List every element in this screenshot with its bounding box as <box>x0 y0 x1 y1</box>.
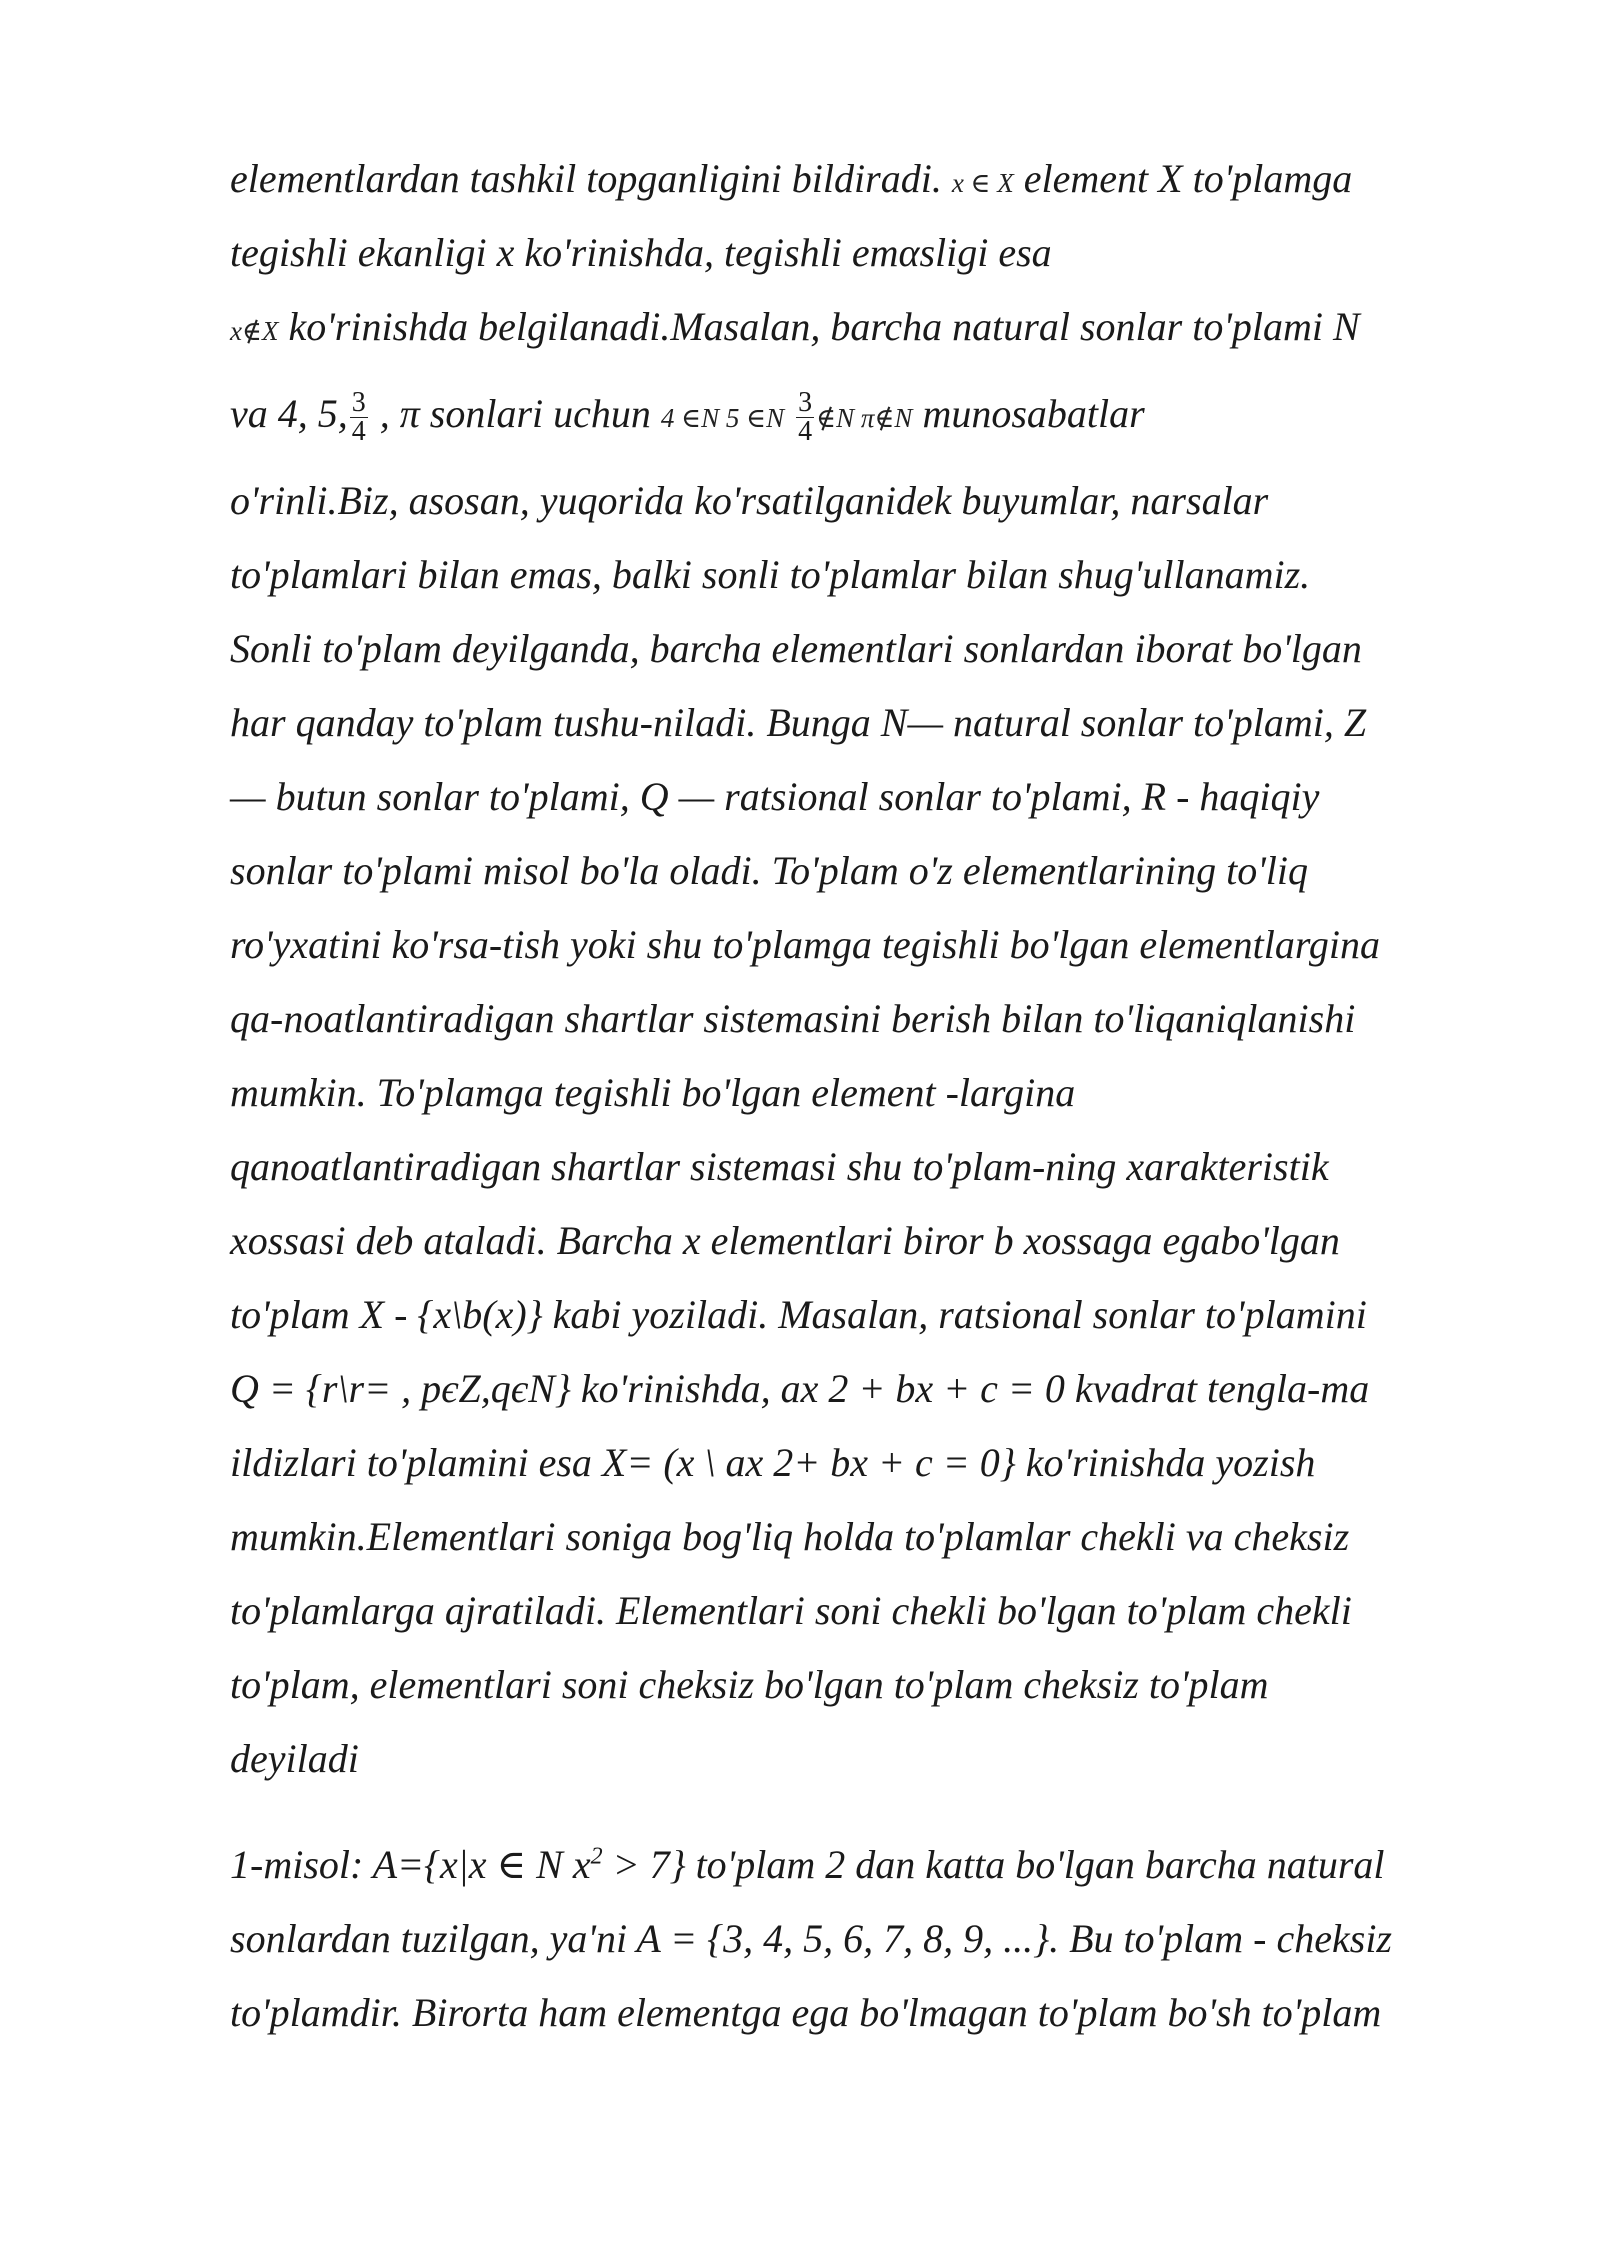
text-line: deyiladi <box>230 1736 359 1781</box>
math-membership: 4 ∈N 5 ∈N <box>660 403 785 433</box>
text-line: ildizlari to'plamini esa X= (x \ ax 2+ bx + c = 0} ko'rinishda yozish <box>230 1440 1316 1485</box>
text-run: va 4, 5, <box>230 391 348 436</box>
text-line: — butun sonlar to'plami, Q — ratsional sonlar to'plami, R - haqiqiy <box>230 774 1320 819</box>
text-line: Sonli to'plam deyilganda, barcha elementlari sonlardan iborat bo'lgan <box>230 626 1362 671</box>
text-line: o'rinli.Biz, asosan, yuqorida ko'rsatilganidek buyumlar, narsalar <box>230 478 1269 523</box>
superscript-exponent: 2 <box>590 1843 603 1870</box>
paragraph-sets-definition <box>230 142 1520 1796</box>
text-run: elementlardan tashkil topganligini bildiradi. <box>230 156 942 201</box>
text-line: sonlar to'plami misol bo'la oladi. To'plam o'z elementlarining to'liq <box>230 848 1309 893</box>
text-line: to'plamlarga ajratiladi. Elementlari soni chekli bo'lgan to'plam chekli <box>230 1588 1352 1633</box>
text-line: tegishli ekanligi x ko'rinishda, tegishli emαsligi esa <box>230 230 1052 275</box>
text-run: 1-misol: A={x|x ∈ N x <box>230 1842 591 1887</box>
math-element-of: x ∈ X <box>951 168 1014 198</box>
fraction-denominator: 4 <box>798 416 813 448</box>
math-non-membership: ∉N π∉N <box>816 403 913 433</box>
fraction-numerator: 3 <box>798 387 813 419</box>
text-line: mumkin.Elementlari soniga bog'liq holda to'plamlar chekli va cheksiz <box>230 1514 1350 1559</box>
text-line: har qanday to'plam tushu-niladi. Bunga N— natural sonlar to'plami, Z <box>230 700 1367 745</box>
text-run: ko'rinishda belgilanadi.Masalan, barcha natural sonlar to'plami N <box>288 304 1360 349</box>
text-run: munosabatlar <box>922 391 1145 436</box>
fraction-denominator: 4 <box>351 416 366 448</box>
math-not-element-of: x∉X <box>230 316 279 346</box>
fraction-three-quarters-inline <box>796 389 814 446</box>
text-run: , π sonlari uchun <box>379 391 651 436</box>
fraction-numerator: 3 <box>351 387 366 419</box>
text-line <box>230 290 1520 364</box>
text-line: mumkin. To'plamga tegishli bo'lgan element -largina <box>230 1070 1076 1115</box>
text-line: Q = {r\r= , pєZ,qєN} ko'rinishda, ax 2 + bx + c = 0 kvadrat tengla-ma <box>230 1366 1370 1411</box>
text-line: to'plamlari bilan emas, balki sonli to'plamlar bilan shug'ullanamiz. <box>230 552 1311 597</box>
text-line: to'plam X - {x\b(x)} kabi yoziladi. Masalan, ratsional sonlar to'plamini <box>230 1292 1367 1337</box>
text-line: sonlardan tuzilgan, ya'ni A = {3, 4, 5, 6, 7, 8, 9, ...}. Bu to'plam - cheksiz <box>230 1916 1392 1961</box>
fraction-three-quarters <box>350 389 368 446</box>
text-line: qanoatlantiradigan shartlar sistemasi shu to'plam-ning xarakteristik <box>230 1144 1329 1189</box>
text-run: element X to'plamga <box>1023 156 1353 201</box>
text-line <box>230 364 1520 464</box>
text-line: to'plamdir. Birorta ham elementga ega bo'lmagan to'plam bo'sh to'plam <box>230 1990 1382 2035</box>
paragraph-example-1 <box>230 1828 1520 2050</box>
text-line <box>230 142 1520 216</box>
text-run: > 7} to'plam 2 dan katta bo'lgan barcha natural <box>602 1842 1385 1887</box>
text-line: xossasi deb ataladi. Barcha x elementlari biror b xossaga egabo'lgan <box>230 1218 1340 1263</box>
text-line: ro'yxatini ko'rsa-tish yoki shu to'plamga tegishli bo'lgan elementlargina <box>230 922 1381 967</box>
text-line <box>230 1828 1520 1902</box>
text-line: qa-noatlantiradigan shartlar sistemasini berish bilan to'liqaniqlanishi <box>230 996 1356 1041</box>
text-line: to'plam, elementlari soni cheksiz bo'lgan to'plam cheksiz to'plam <box>230 1662 1269 1707</box>
